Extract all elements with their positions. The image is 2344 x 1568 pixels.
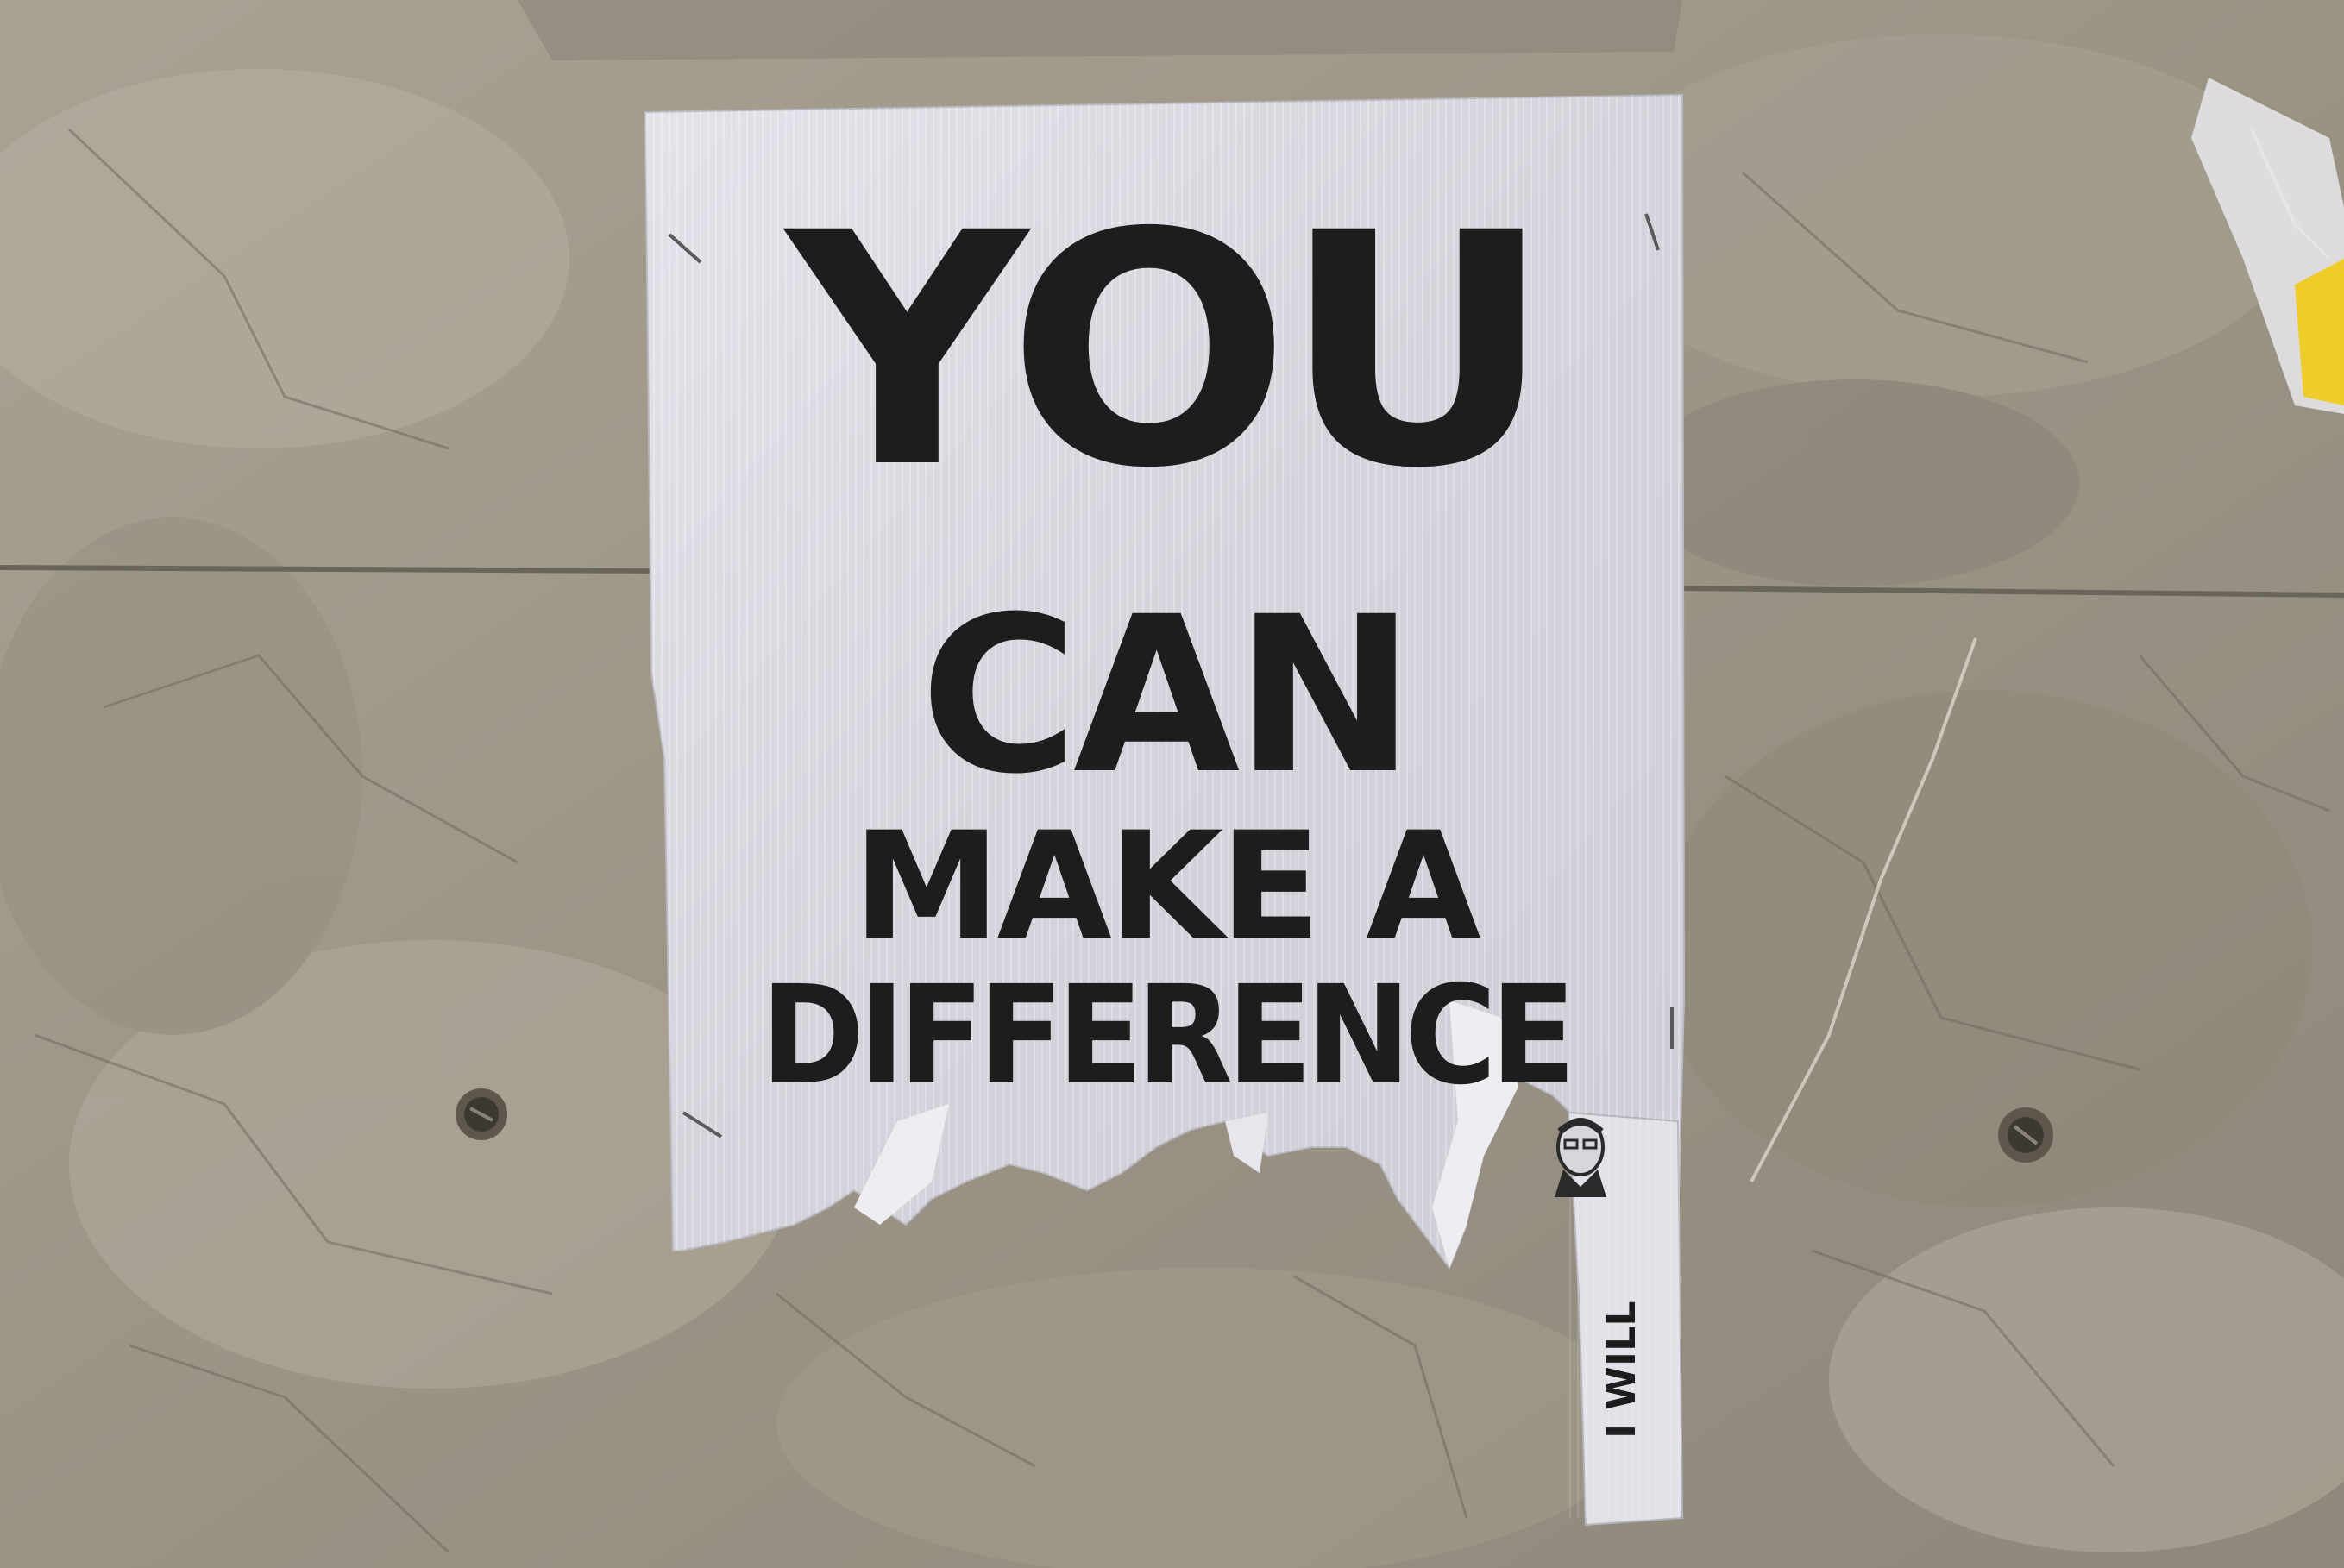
poster-word-make-a: MAKE A [852, 800, 1478, 973]
poster-line-you [645, 165, 1685, 538]
poster [645, 105, 1685, 1265]
poster-word-can: CAN [920, 570, 1411, 821]
poster-word-you: YOU [786, 165, 1544, 538]
poster-line-make [645, 800, 1685, 973]
bolt-icon [456, 1088, 507, 1140]
poster-line-can [645, 570, 1685, 821]
strip-text-i-will: I WILL [1598, 1301, 1644, 1439]
poster-line-difference [645, 956, 1685, 1115]
tile-joint-left [0, 568, 656, 571]
bolt-icon [1998, 1107, 2053, 1163]
poster-word-difference: DIFFERENCE [760, 956, 1570, 1115]
